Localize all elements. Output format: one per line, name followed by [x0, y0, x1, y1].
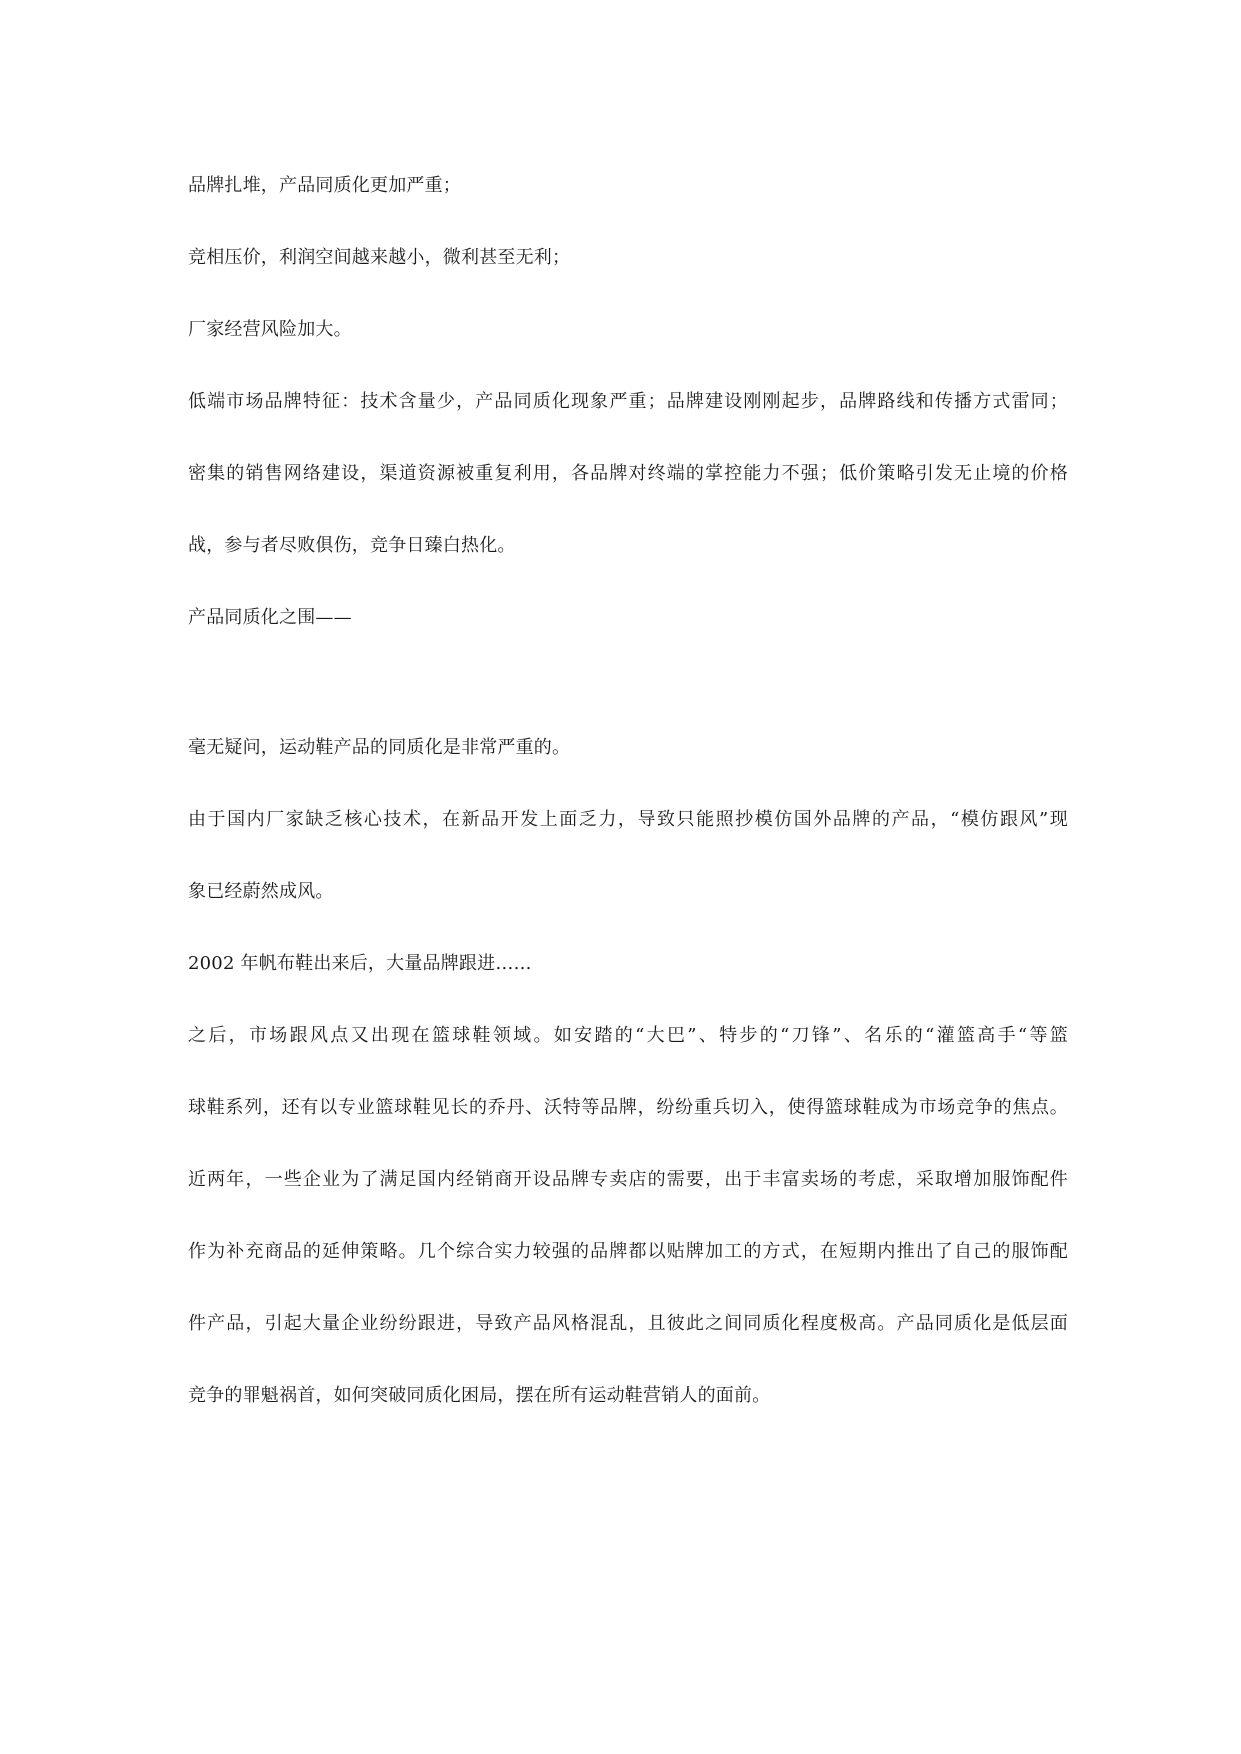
text-line-4: 低端市场品牌特征：技术含量少，产品同质化现象严重；品牌建设刚刚起步，品牌路线和传播方式雷同；: [188, 391, 1068, 412]
text-line-10: 象已经蔚然成风。: [188, 881, 334, 902]
text-line-13: 球鞋系列，还有以专业篮球鞋见长的乔丹、沃特等品牌，纷纷重兵切入，使得篮球鞋成为市场竞争的焦点。: [188, 1097, 1068, 1118]
text-line-5: 密集的销售网络建设，渠道资源被重复利用，各品牌对终端的掌控能力不强；低价策略引发无止境的价格: [188, 463, 1068, 484]
text-line-11: 2002 年帆布鞋出来后，大量品牌跟进……: [188, 953, 532, 974]
text-line-17: 竞争的罪魁祸首，如何突破同质化困局，摆在所有运动鞋营销人的面前。: [188, 1385, 771, 1406]
text-line-1: 品牌扎堆，产品同质化更加严重；: [188, 175, 461, 196]
text-line-8: 毫无疑问，运动鞋产品的同质化是非常严重的。: [188, 737, 571, 758]
text-line-12: 之后，市场跟风点又出现在篮球鞋领域。如安踏的“大巴”、特步的“刀锋”、名乐的“灌篮高手“等篮: [188, 1025, 1068, 1046]
text-line-16: 件产品，引起大量企业纷纷跟进，导致产品风格混乱，且彼此之间同质化程度极高。产品同质化是低层面: [188, 1313, 1068, 1334]
text-line-2: 竞相压价，利润空间越来越小，微利甚至无利；: [188, 247, 571, 268]
text-line-6: 战，参与者尽败俱伤，竞争日臻白热化。: [188, 535, 516, 556]
text-line-15: 作为补充商品的延伸策略。几个综合实力较强的品牌都以贴牌加工的方式，在短期内推出了自己的服饰配: [188, 1241, 1068, 1262]
text-line-3: 厂家经营风险加大。: [188, 319, 352, 340]
text-line-9: 由于国内厂家缺乏核心技术，在新品开发上面乏力，导致只能照抄模仿国外品牌的产品，“模仿跟风”现: [188, 809, 1068, 830]
text-line-14: 近两年，一些企业为了满足国内经销商开设品牌专卖店的需要，出于丰富卖场的考虑，采取增加服饰配件: [188, 1169, 1068, 1190]
section-heading: 产品同质化之围——: [188, 607, 352, 628]
